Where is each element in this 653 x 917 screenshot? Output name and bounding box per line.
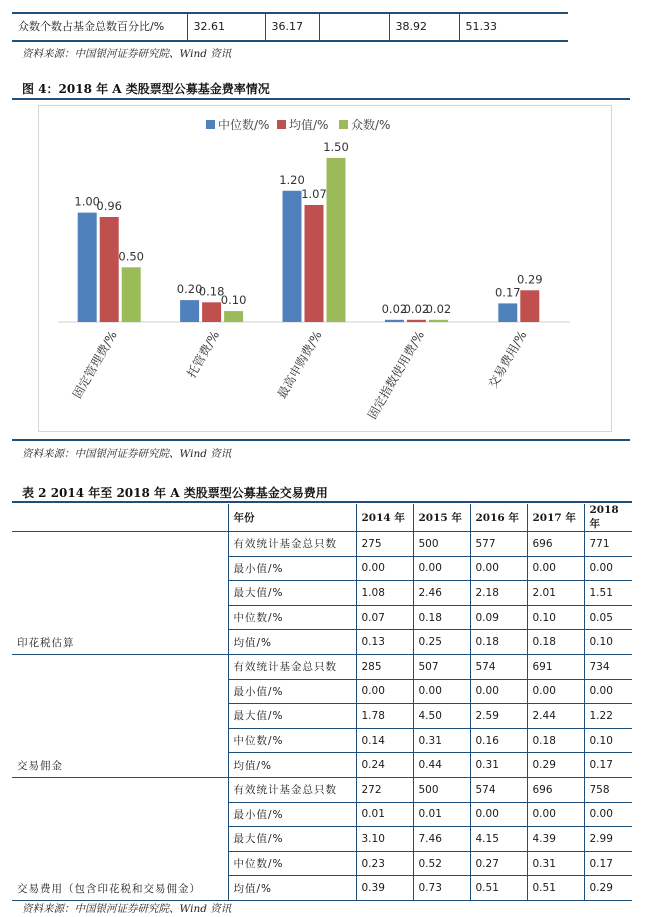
metric-label: 有效统计基金总只数	[228, 532, 356, 557]
bar	[202, 302, 221, 322]
table-cell: 0.10	[584, 630, 632, 655]
table-title: 表 2 2014 年至 2018 年 A 类股票型公募基金交易费用	[22, 486, 328, 500]
bar	[283, 191, 302, 322]
table-cell: 0.09	[470, 605, 527, 630]
table-row	[12, 777, 632, 802]
top-table	[12, 12, 568, 40]
table-cell: 0.51	[470, 876, 527, 901]
legend-label: 均值/%	[289, 118, 329, 132]
table-cell: 2.01	[527, 581, 584, 606]
table-cell: 0.25	[413, 630, 470, 655]
top-table-row	[12, 12, 568, 40]
category-label: 固定指数使用费/%	[365, 328, 427, 422]
table-cell: 0.00	[470, 556, 527, 581]
bar	[305, 205, 324, 322]
table-cell: 2.59	[470, 704, 527, 729]
table-cell: 0.05	[584, 605, 632, 630]
table-cell: 0.00	[527, 802, 584, 827]
legend-label: 众数/%	[351, 118, 391, 132]
bar-chart	[38, 105, 612, 432]
table-cell: 0.17	[584, 851, 632, 876]
top-row-value	[319, 12, 389, 40]
table-cell: 2.99	[584, 827, 632, 852]
table-cell: 0.18	[413, 605, 470, 630]
legend-label: 中位数/%	[218, 118, 270, 132]
table-cell: 0.00	[470, 802, 527, 827]
table-cell: 577	[470, 532, 527, 557]
table-cell: 0.00	[527, 679, 584, 704]
fee-table	[12, 504, 632, 901]
header-year: 2016 年	[470, 504, 527, 532]
table-cell: 4.50	[413, 704, 470, 729]
header-year: 2018 年	[584, 504, 632, 532]
table-cell: 2.18	[470, 581, 527, 606]
header-year: 2014 年	[356, 504, 413, 532]
data-label: 0.50	[118, 249, 145, 264]
top-row-value: 32.61	[187, 12, 265, 40]
table-cell: 0.00	[356, 556, 413, 581]
bar	[78, 213, 97, 322]
table-cell: 0.18	[527, 728, 584, 753]
data-label: 0.10	[220, 293, 247, 308]
table-cell: 0.00	[584, 679, 632, 704]
table-cell: 0.31	[470, 753, 527, 778]
bar	[520, 290, 539, 322]
table-cell: 0.73	[413, 876, 470, 901]
table-cell: 500	[413, 532, 470, 557]
header-year-label: 年份	[228, 504, 356, 532]
top-row-label: 众数个数占基金总数百分比/%	[18, 20, 165, 33]
table-cell: 0.23	[356, 851, 413, 876]
group-label: 印花税估算	[12, 532, 228, 655]
table-cell: 1.78	[356, 704, 413, 729]
table-cell: 0.01	[356, 802, 413, 827]
table-cell: 0.00	[356, 679, 413, 704]
metric-label: 最大值/%	[228, 704, 356, 729]
table-cell: 507	[413, 654, 470, 679]
table-cell: 0.00	[413, 556, 470, 581]
metric-label: 最大值/%	[228, 827, 356, 852]
table-cell: 0.31	[527, 851, 584, 876]
table-cell: 0.18	[470, 630, 527, 655]
table-cell: 574	[470, 654, 527, 679]
metric-label: 均值/%	[228, 630, 356, 655]
bar	[100, 217, 119, 322]
table-header-row	[12, 504, 632, 532]
table-cell: 0.27	[470, 851, 527, 876]
data-label: 0.02	[425, 301, 452, 316]
category-label: 托管费/%	[184, 328, 223, 381]
table-cell: 272	[356, 777, 413, 802]
category-label: 交易费用/%	[485, 328, 530, 391]
table-cell: 1.22	[584, 704, 632, 729]
top-row-value: 38.92	[389, 12, 459, 40]
header-blank	[12, 504, 228, 532]
source-note: 资料来源：中国银河证券研究院、Wind 资讯	[22, 48, 232, 60]
table-cell: 734	[584, 654, 632, 679]
bar	[180, 300, 199, 322]
table-cell: 0.31	[413, 728, 470, 753]
table-cell: 691	[527, 654, 584, 679]
metric-label: 最小值/%	[228, 802, 356, 827]
legend-swatch	[339, 120, 348, 129]
source-note: 资料来源：中国银河证券研究院、Wind 资讯	[22, 903, 232, 915]
header-year: 2015 年	[413, 504, 470, 532]
metric-label: 中位数/%	[228, 728, 356, 753]
table-cell: 0.39	[356, 876, 413, 901]
data-label: 1.07	[301, 186, 327, 201]
data-label: 1.50	[323, 139, 349, 154]
metric-label: 均值/%	[228, 876, 356, 901]
metric-label: 有效统计基金总只数	[228, 654, 356, 679]
table-cell: 696	[527, 532, 584, 557]
table-row	[12, 532, 632, 557]
table-cell: 0.00	[527, 556, 584, 581]
category-label: 固定管理费/%	[69, 328, 120, 401]
figure-title-rule	[12, 98, 630, 100]
bar	[429, 320, 448, 322]
table-cell: 0.16	[470, 728, 527, 753]
table-cell: 696	[527, 777, 584, 802]
data-label: 0.96	[96, 199, 123, 213]
data-label: 0.18	[198, 284, 225, 299]
table-cell: 4.15	[470, 827, 527, 852]
table-cell: 0.52	[413, 851, 470, 876]
metric-label: 中位数/%	[228, 605, 356, 630]
table-cell: 285	[356, 654, 413, 679]
metric-label: 最小值/%	[228, 679, 356, 704]
data-label: 0.17	[494, 285, 521, 300]
table-cell: 758	[584, 777, 632, 802]
data-label: 0.02	[381, 301, 408, 316]
bar	[327, 158, 346, 322]
table-cell: 4.39	[527, 827, 584, 852]
top-table-border-bottom	[12, 40, 568, 42]
table-cell: 0.00	[470, 679, 527, 704]
metric-label: 最大值/%	[228, 581, 356, 606]
table-cell: 500	[413, 777, 470, 802]
table-cell: 0.00	[584, 556, 632, 581]
metric-label: 有效统计基金总只数	[228, 777, 356, 802]
table-cell: 2.46	[413, 581, 470, 606]
group-label: 交易佣金	[12, 654, 228, 777]
figure-title: 图 4：2018 年 A 类股票型公募基金费率情况	[22, 82, 270, 96]
table-cell: 1.08	[356, 581, 413, 606]
table-cell: 2.44	[527, 704, 584, 729]
table-cell: 0.10	[527, 605, 584, 630]
table-cell: 574	[470, 777, 527, 802]
table-cell: 0.00	[584, 802, 632, 827]
data-label: 1.20	[279, 172, 305, 187]
table-cell: 0.24	[356, 753, 413, 778]
table-cell: 0.10	[584, 728, 632, 753]
table-cell: 0.00	[413, 679, 470, 704]
category-label: 最高申购费/%	[274, 328, 325, 401]
table-cell: 0.18	[527, 630, 584, 655]
metric-label: 中位数/%	[228, 851, 356, 876]
table-top-rule	[12, 501, 632, 503]
table-cell: 7.46	[413, 827, 470, 852]
table-cell: 0.51	[527, 876, 584, 901]
bar	[122, 267, 141, 322]
top-row-value: 36.17	[265, 12, 319, 40]
figure-bottom-rule	[12, 439, 630, 441]
table-cell: 0.44	[413, 753, 470, 778]
metric-label: 均值/%	[228, 753, 356, 778]
bar	[498, 303, 517, 322]
bar	[385, 320, 404, 322]
data-label: 1.00	[74, 194, 101, 209]
table-cell: 0.29	[527, 753, 584, 778]
table-cell: 0.13	[356, 630, 413, 655]
bar	[224, 311, 243, 322]
header-year: 2017 年	[527, 504, 584, 532]
table-cell: 771	[584, 532, 632, 557]
source-note: 资料来源：中国银河证券研究院、Wind 资讯	[22, 448, 232, 460]
table-cell: 0.17	[584, 753, 632, 778]
table-cell: 0.29	[584, 876, 632, 901]
bar	[407, 320, 426, 322]
legend-swatch	[277, 120, 286, 129]
table-cell: 3.10	[356, 827, 413, 852]
metric-label: 最小值/%	[228, 556, 356, 581]
table-cell: 1.51	[584, 581, 632, 606]
group-label: 交易费用（包含印花税和交易佣金）	[12, 777, 228, 900]
data-label: 0.20	[176, 282, 203, 297]
table-cell: 0.01	[413, 802, 470, 827]
table-cell: 0.14	[356, 728, 413, 753]
top-row-value: 51.33	[459, 12, 568, 40]
table-cell: 0.07	[356, 605, 413, 630]
data-label: 0.02	[403, 301, 430, 316]
data-label: 0.29	[516, 272, 543, 287]
table-cell: 275	[356, 532, 413, 557]
legend-swatch	[206, 120, 215, 129]
table-row	[12, 654, 632, 679]
